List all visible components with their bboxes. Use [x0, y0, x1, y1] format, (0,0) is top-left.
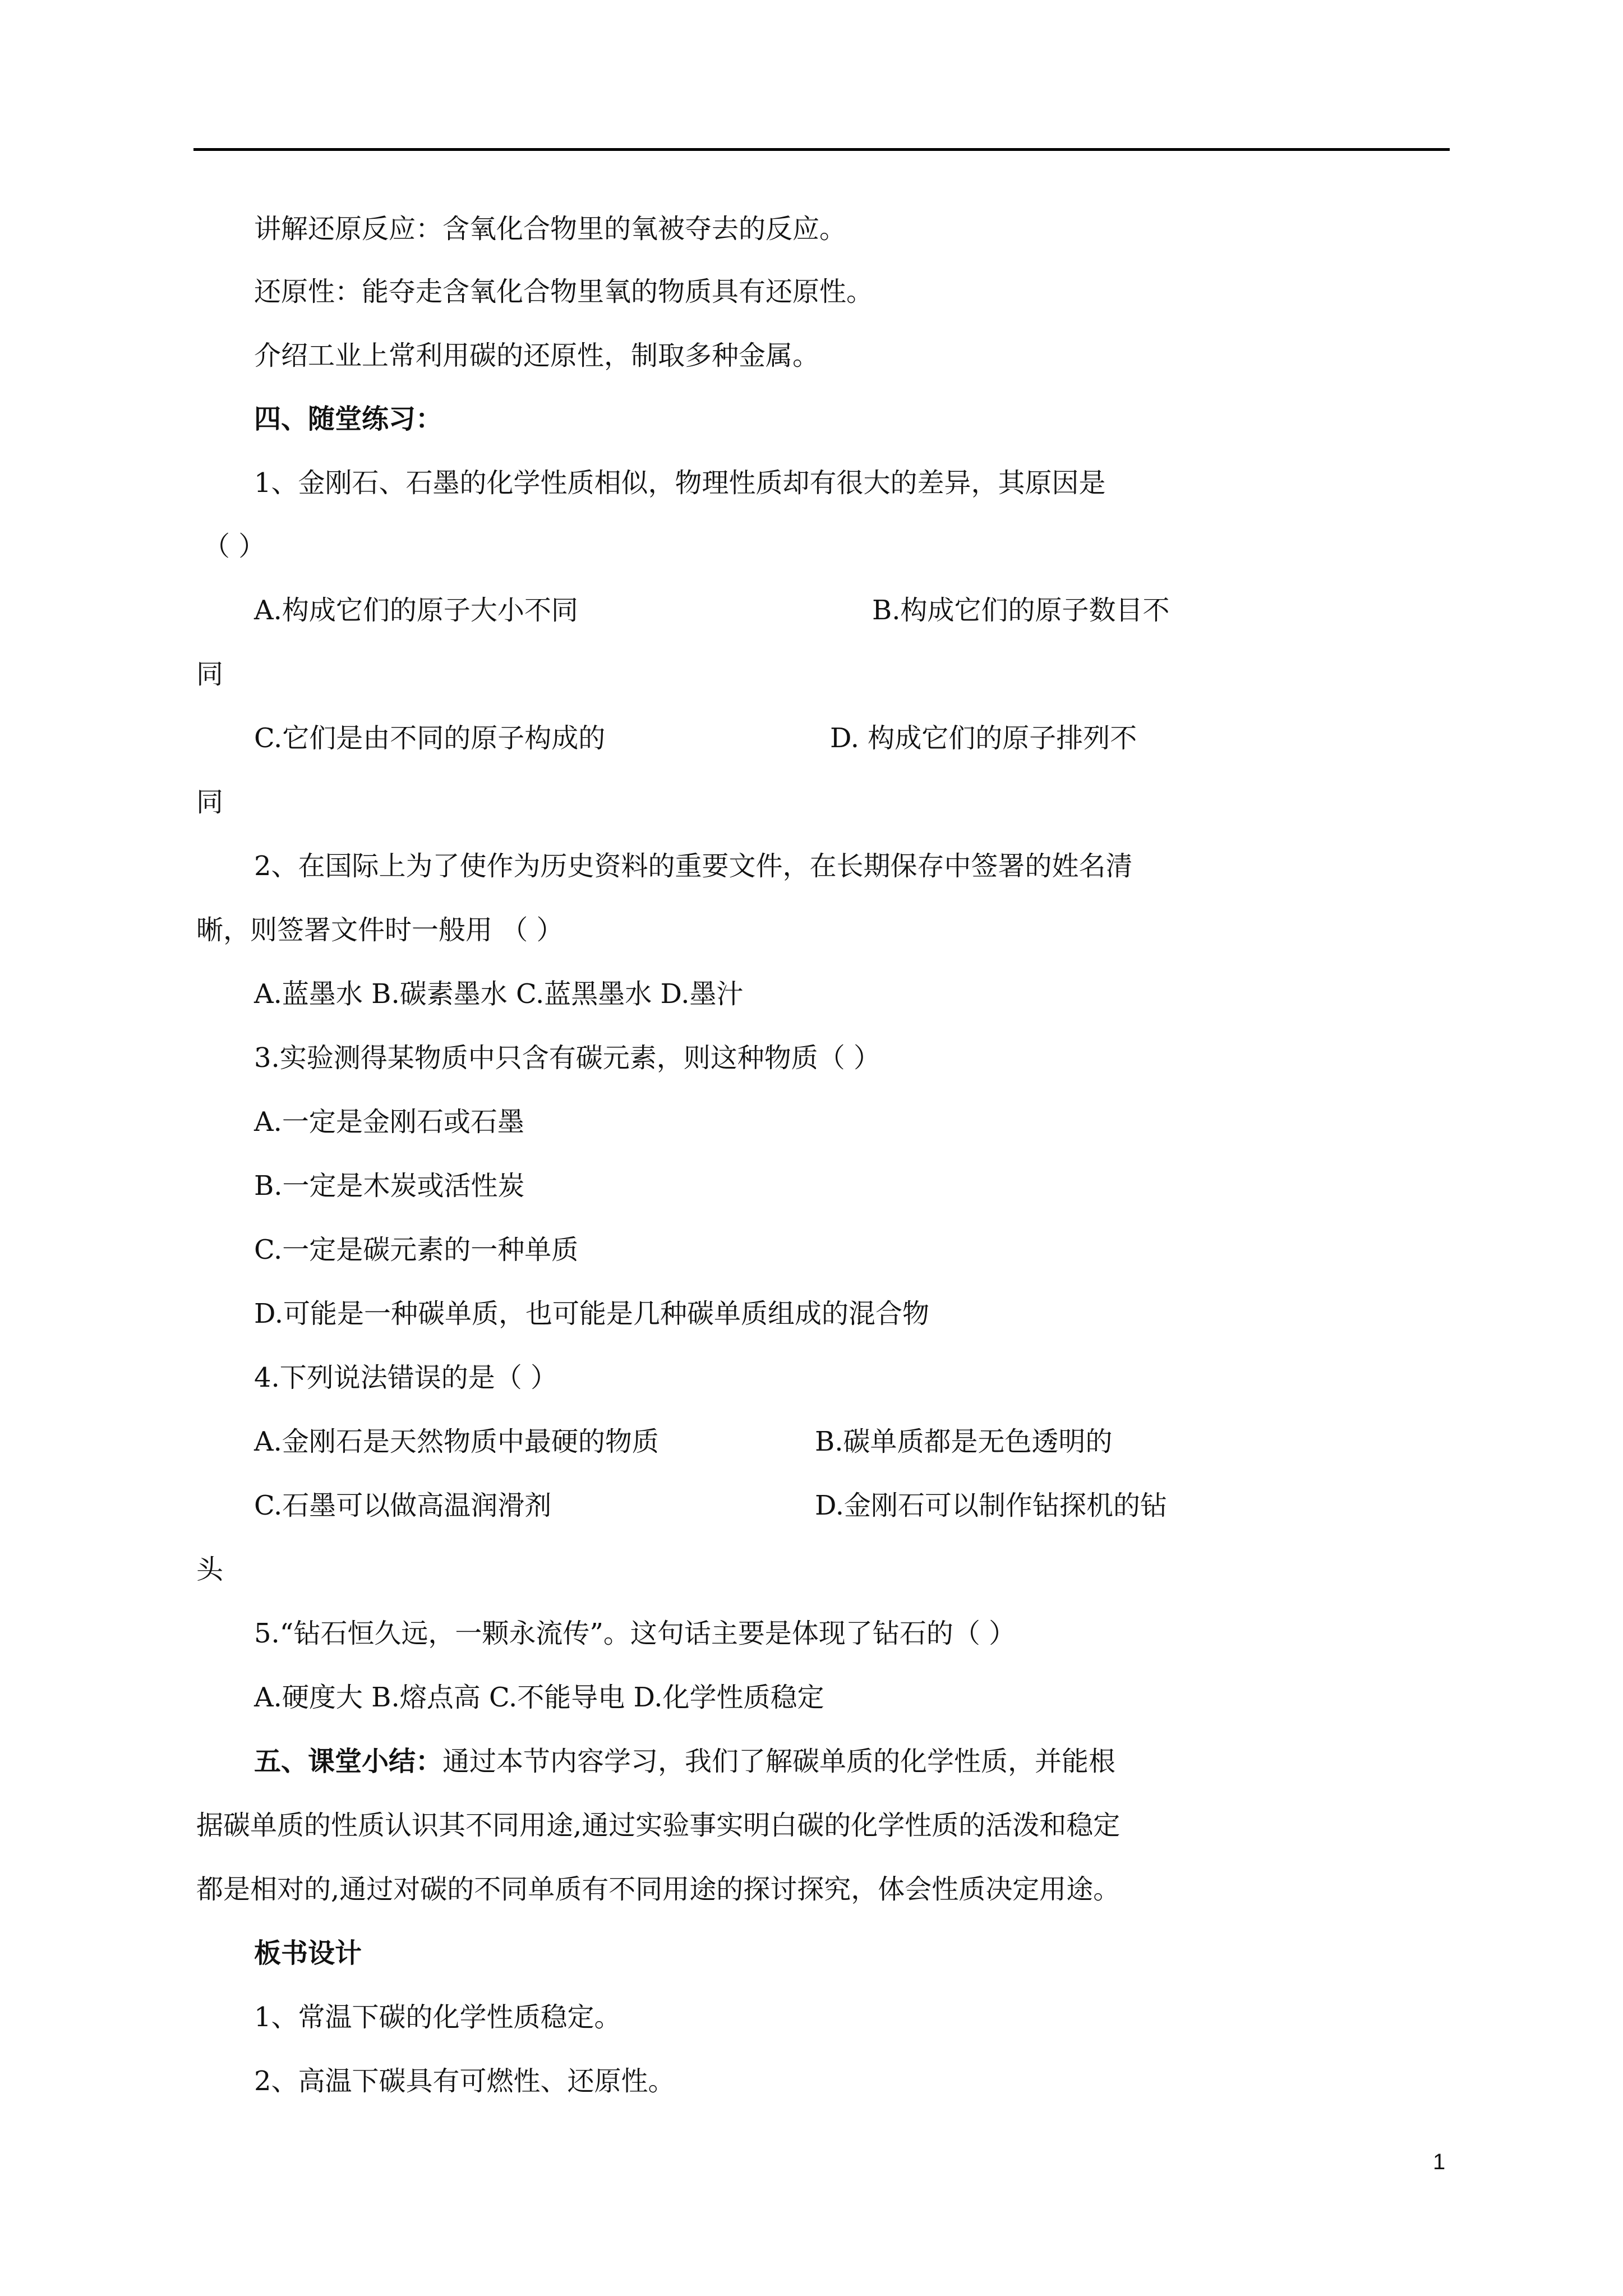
- summary-text: 据碳单质的性质认识其不同用途,通过实验事实明白碳的化学性质的活泼和稳定: [196, 1810, 1121, 1841]
- option-text: 同: [196, 659, 224, 690]
- text-line: 1、常温下碳的化学性质稳定。: [254, 2001, 621, 2033]
- text-line: 介绍工业上常利用碳的还原性，制取多种金属。: [254, 340, 820, 371]
- option-text: C.一定是碳元素的一种单质: [254, 1234, 579, 1266]
- page-number: 1: [1433, 2150, 1446, 2174]
- option-text: D.金刚石可以制作钻探机的钻: [815, 1490, 1168, 1521]
- question-text: 晰，则签署文件时一般用 （ ）: [196, 914, 564, 946]
- summary-text: 通过本节内容学习，我们了解碳单质的化学性质，并能根: [442, 1746, 1116, 1777]
- option-text: C.它们是由不同的原子构成的: [254, 723, 606, 754]
- text-line: 还原性：能夺走含氧化合物里氧的物质具有还原性。: [254, 276, 874, 307]
- option-text: 同: [196, 786, 224, 818]
- text-line: 讲解还原反应：含氧化合物里的氧被夺去的反应。: [254, 213, 847, 245]
- question-text: 1、金刚石、石墨的化学性质相似，物理性质却有很大的差异，其原因是: [254, 467, 1106, 499]
- summary-title: 五、课堂小结：: [254, 1746, 443, 1777]
- question-text: 4.下列说法错误的是（ ）: [254, 1362, 558, 1393]
- option-text: D.可能是一种碳单质，也可能是几种碳单质组成的混合物: [254, 1298, 930, 1329]
- summary-text: 都是相对的,通过对碳的不同单质有不同用途的探讨探究，体会性质决定用途。: [196, 1874, 1121, 1905]
- question-text: 5.“钻石恒久远，一颗永流传”。这句话主要是体现了钻石的（ ）: [254, 1618, 1016, 1649]
- option-text: A.构成它们的原子大小不同: [254, 595, 578, 626]
- summary-line: [254, 1745, 1115, 1778]
- section-heading: 板书设计: [254, 1938, 362, 1969]
- option-text: 头: [196, 1554, 224, 1585]
- text-line: 2、高温下碳具有可燃性、还原性。: [254, 2065, 675, 2097]
- option-text: C.石墨可以做高温润滑剂: [254, 1490, 552, 1521]
- section-heading: 四、随堂练习：: [254, 403, 443, 435]
- option-text: B.一定是木炭或活性炭: [254, 1170, 525, 1202]
- question-text: （ ）: [203, 531, 266, 562]
- option-text: A.硬度大 B.熔点高 C.不能导电 D.化学性质稳定: [254, 1682, 824, 1713]
- option-text: A.金刚石是天然物质中最硬的物质: [254, 1426, 659, 1457]
- option-text: A.一定是金刚石或石墨: [254, 1106, 524, 1138]
- header-rule: [193, 148, 1450, 151]
- question-text: 2、在国际上为了使作为历史资料的重要文件，在长期保存中签署的姓名清: [254, 850, 1133, 882]
- option-text: A.蓝墨水 B.碳素墨水 C.蓝黑墨水 D.墨汁: [254, 978, 744, 1010]
- question-text: 3.实验测得某物质中只含有碳元素，则这种物质（ ）: [254, 1042, 881, 1074]
- option-text: D. 构成它们的原子排列不: [830, 723, 1137, 754]
- option-text: B.构成它们的原子数目不: [872, 595, 1170, 626]
- option-text: B.碳单质都是无色透明的: [815, 1426, 1113, 1457]
